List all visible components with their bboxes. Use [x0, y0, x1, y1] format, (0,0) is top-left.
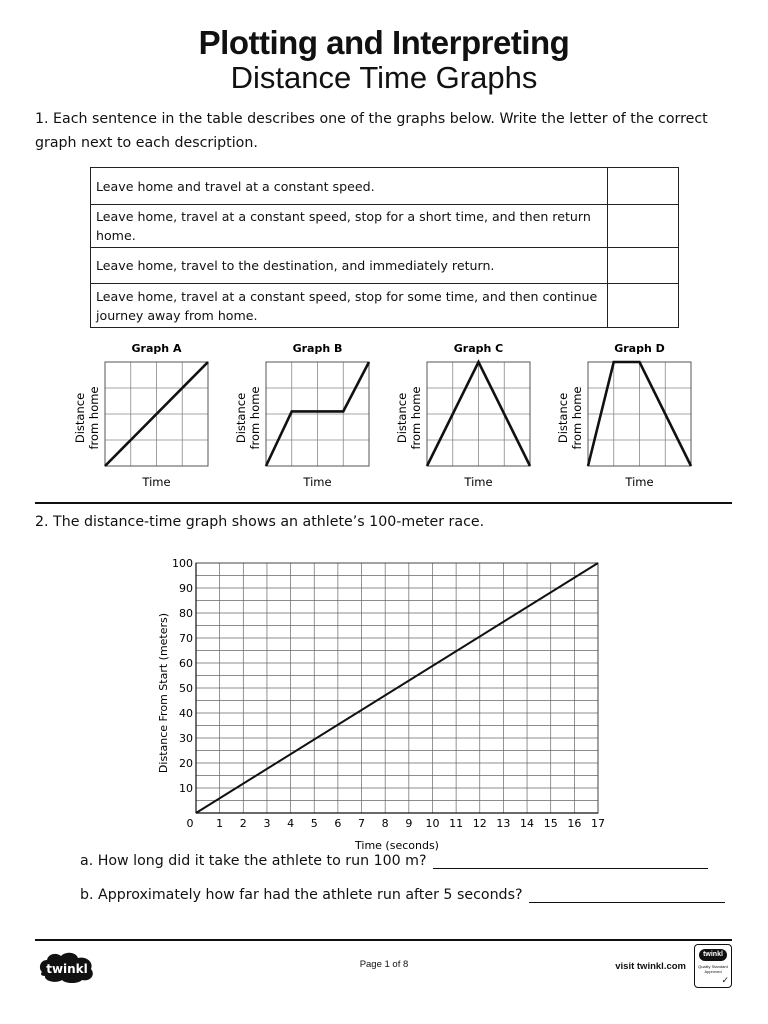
badge-logo: twinkl: [699, 949, 727, 961]
y-tick-label: 70: [179, 632, 193, 645]
x-tick-label: 7: [358, 817, 366, 830]
graph-title: Graph A: [131, 342, 182, 355]
page-number: Page 1 of 8: [359, 959, 409, 970]
x-tick-label: 10: [425, 817, 440, 830]
graph-xlabel: Time: [625, 475, 654, 489]
description-table: [90, 167, 679, 328]
x-tick-label: 15: [543, 817, 558, 830]
question-2a: [80, 853, 708, 869]
y-axis-label: Distance From Start (meters): [157, 612, 170, 774]
x-tick-label: 1: [216, 817, 224, 830]
race-chart: [0, 545, 768, 852]
graph-title: Graph B: [292, 342, 343, 355]
y-tick-label: 60: [179, 657, 193, 670]
x-tick-label: 2: [239, 817, 247, 830]
answer-line-2b[interactable]: [529, 888, 725, 903]
question-2b-text: b. Approximately how far had the athlete run after 5 seconds?: [80, 887, 523, 903]
footer-divider: [35, 939, 732, 941]
x-tick-label: 17: [591, 817, 605, 830]
question-2a-text: a. How long did it take the athlete to run 100 m?: [80, 853, 427, 869]
y-tick-label: 50: [179, 682, 193, 695]
graph-xlabel: Time: [142, 475, 171, 489]
graph-title: Graph C: [453, 342, 504, 355]
x-tick-label: 0: [186, 817, 194, 830]
badge-check-icon: ✓: [721, 976, 729, 986]
graph-ylabel: Distancefrom home: [556, 386, 584, 450]
graph-title: Graph D: [614, 342, 665, 355]
x-tick-label: 6: [334, 817, 342, 830]
graph-ylabel: Distancefrom home: [395, 386, 423, 450]
small-graphs: [0, 335, 768, 495]
x-axis-label: Time (seconds): [355, 839, 439, 852]
answer-cell[interactable]: [608, 248, 679, 284]
y-tick-label: 40: [179, 707, 193, 720]
x-tick-label: 11: [449, 817, 464, 830]
x-tick-label: 8: [381, 817, 389, 830]
description-cell: Leave home and travel at a constant speed.: [91, 168, 608, 205]
x-tick-label: 3: [263, 817, 271, 830]
answer-line-2a[interactable]: [433, 854, 708, 869]
description-cell: Leave home, travel at a constant speed, stop for some time, and then continue journey away from home.: [91, 284, 608, 328]
question-1-text: 1. Each sentence in the table describes one of the graphs below. Write the letter of the correct graph next to each description.: [35, 111, 708, 151]
graph-xlabel: Time: [303, 475, 332, 489]
table-row: [91, 284, 679, 328]
x-tick-label: 16: [567, 817, 582, 830]
answer-cell[interactable]: [608, 205, 679, 248]
table-row: [91, 248, 679, 284]
quality-badge: [694, 944, 732, 988]
x-tick-label: 5: [310, 817, 318, 830]
table-row: [91, 168, 679, 205]
page-subtitle: Distance Time Graphs: [230, 60, 538, 95]
description-cell: Leave home, travel to the destination, and immediately return.: [91, 248, 608, 284]
badge-text: Quality Standard Approved: [698, 964, 728, 974]
y-tick-label: 30: [179, 732, 193, 745]
page-title: Plotting and Interpreting: [198, 24, 570, 61]
x-tick-label: 12: [472, 817, 487, 830]
website-link[interactable]: visit twinkl.com: [615, 961, 686, 972]
x-tick-label: 9: [405, 817, 413, 830]
description-cell: Leave home, travel at a constant speed, stop for a short time, and then return home.: [91, 205, 608, 248]
y-tick-label: 100: [172, 557, 193, 570]
graph-ylabel: Distancefrom home: [73, 386, 101, 450]
question-2b: [80, 887, 725, 903]
y-tick-label: 80: [179, 607, 193, 620]
question-2-text: 2. The distance-time graph shows an athlete’s 100-meter race.: [35, 514, 485, 530]
x-tick-label: 4: [287, 817, 295, 830]
answer-cell[interactable]: [608, 168, 679, 205]
twinkl-logo-text: twinkl: [46, 962, 88, 976]
y-tick-label: 90: [179, 582, 193, 595]
section-divider: [35, 502, 732, 504]
y-tick-label: 20: [179, 757, 193, 770]
x-tick-label: 13: [496, 817, 511, 830]
graph-xlabel: Time: [464, 475, 493, 489]
answer-cell[interactable]: [608, 284, 679, 328]
x-tick-label: 14: [520, 817, 535, 830]
table-row: [91, 205, 679, 248]
graph-ylabel: Distancefrom home: [234, 386, 262, 450]
y-tick-label: 10: [179, 782, 193, 795]
